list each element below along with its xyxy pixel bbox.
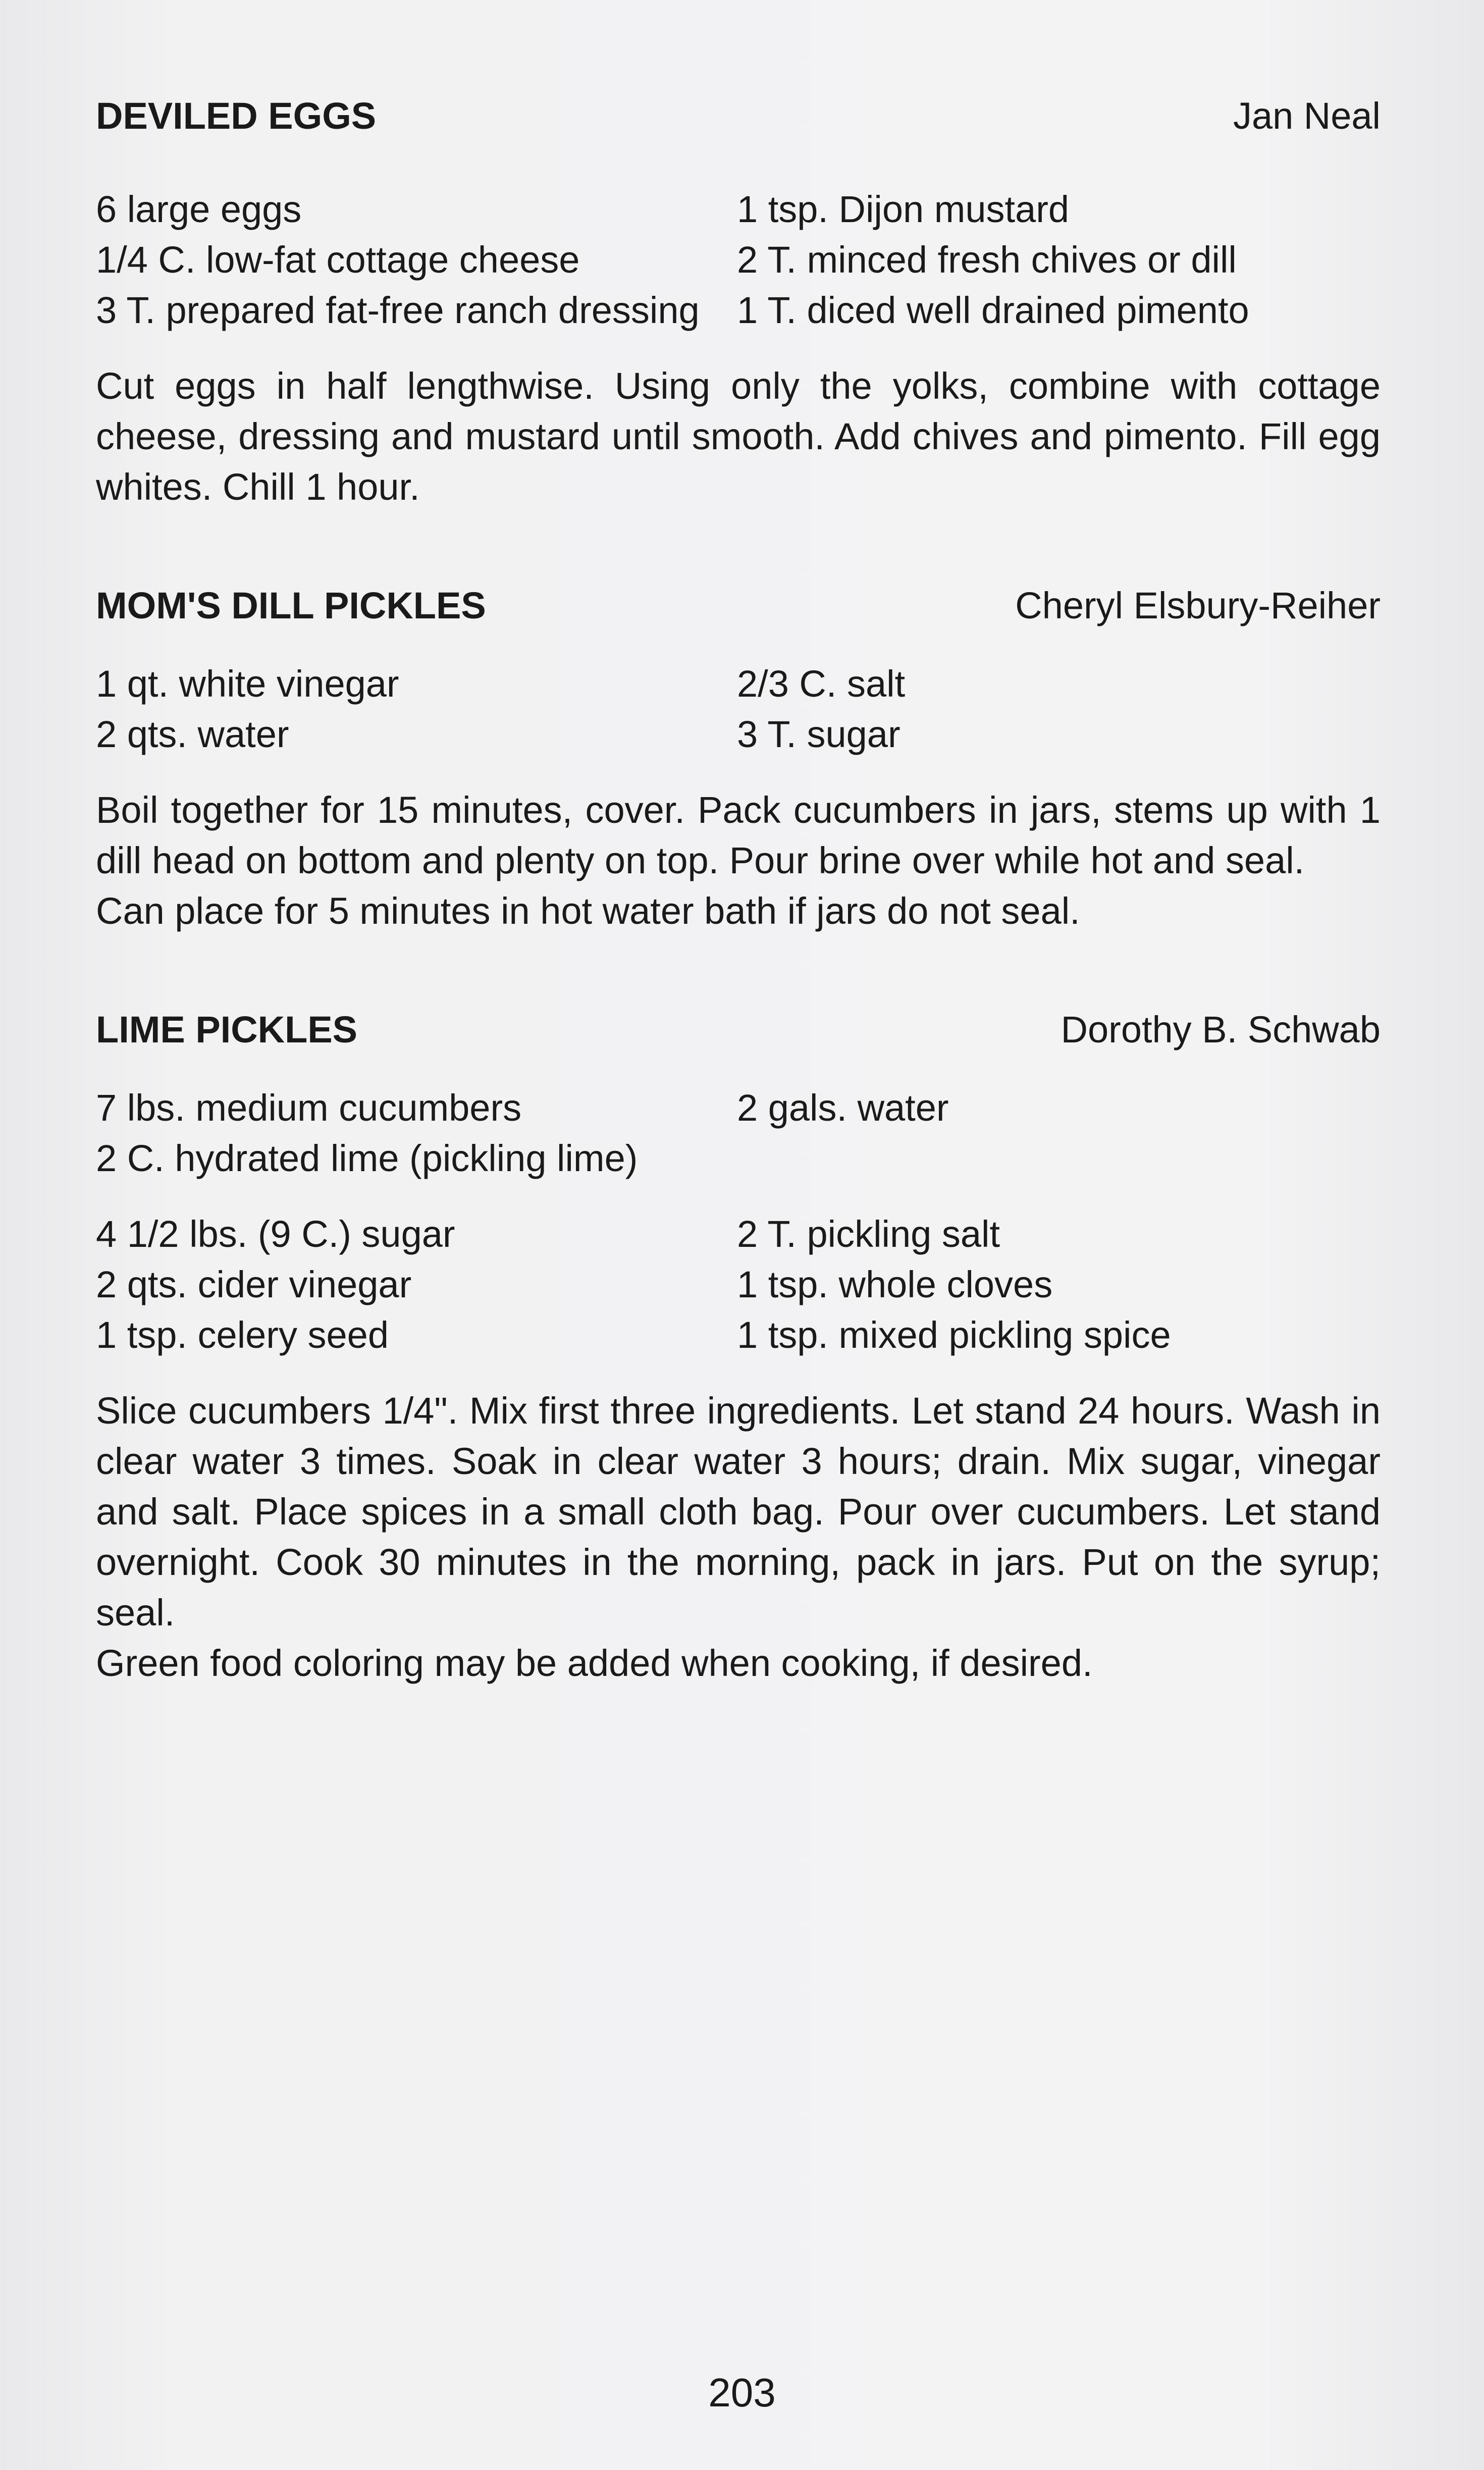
recipe-author: Cheryl Elsbury-Reiher (1015, 585, 1381, 626)
ingredient-list-syrup (96, 1209, 1381, 1360)
ingredient: 2 qts. cider vinegar (96, 1264, 412, 1305)
ingredient: 4 1/2 lbs. (9 C.) sugar (96, 1213, 455, 1255)
ingredient: 1 T. diced well drained pimento (737, 289, 1249, 331)
recipe-lime-pickles (96, 1002, 1381, 1689)
ingredient: 7 lbs. medium cucumbers (96, 1087, 522, 1129)
recipe-header (96, 88, 1381, 144)
ingredient: 1/4 C. low-fat cottage cheese (96, 239, 580, 281)
ingredient: 2/3 C. salt (737, 663, 906, 705)
recipe-title: MOM'S DILL PICKLES (96, 585, 486, 626)
ingredient: 2 C. hydrated lime (pickling lime) (96, 1137, 638, 1179)
recipe-directions: Slice cucumbers 1/4". Mix first three ingredients. Let stand 24 hours. Wash in clear water 3 times. Soak in clear water 3 hours; drain. Mix sugar, vinegar and salt. Place spices in a small cloth bag. Pour over cucumbers. Let stand overnight. Cook 30 minutes in the morning, pack in jars. Put on the syrup; seal. (96, 1390, 1381, 1634)
recipe-note: Green food coloring may be added when cooking, if desired. (96, 1642, 1093, 1684)
recipe-directions: Cut eggs in half lengthwise. Using only the yolks, combine with cottage cheese, dressing and mustard until smooth. Add chives and pimento. Fill egg whites. Chill 1 hour. (96, 365, 1381, 508)
ingredient: 3 T. prepared fat-free ranch dressing (96, 289, 700, 331)
recipe-header (96, 1002, 1381, 1058)
ingredient: 2 qts. water (96, 713, 289, 755)
ingredient-list-soak (96, 1083, 1381, 1184)
recipe-title: LIME PICKLES (96, 1009, 358, 1050)
recipe-author: Jan Neal (1233, 95, 1381, 137)
ingredient: 2 gals. water (737, 1087, 949, 1129)
ingredient: 6 large eggs (96, 188, 302, 230)
ingredient: 1 tsp. whole cloves (737, 1264, 1053, 1305)
ingredient (737, 1133, 1381, 1184)
recipe-header (96, 578, 1381, 634)
page-content (96, 88, 1381, 1689)
recipe-title: DEVILED EGGS (96, 95, 377, 137)
page-number: 203 (708, 2370, 776, 2415)
recipe-directions: Boil together for 15 minutes, cover. Pack cucumbers in jars, stems up with 1 dill head on bottom and plenty on top. Pour brine over while hot and seal. (96, 789, 1381, 881)
recipe-author: Dorothy B. Schwab (1061, 1009, 1381, 1050)
ingredient: 1 tsp. mixed pickling spice (737, 1314, 1171, 1356)
ingredient: 2 T. pickling salt (737, 1213, 1000, 1255)
recipe-note: Can place for 5 minutes in hot water bath if jars do not seal. (96, 890, 1080, 932)
recipe-deviled-eggs (96, 88, 1381, 512)
ingredient: 1 qt. white vinegar (96, 663, 399, 705)
recipe-moms-dill-pickles (96, 578, 1381, 936)
ingredient: 3 T. sugar (737, 713, 900, 755)
ingredient: 1 tsp. Dijon mustard (737, 188, 1070, 230)
ingredient-list (96, 659, 1381, 760)
ingredient-list (96, 184, 1381, 336)
ingredient: 2 T. minced fresh chives or dill (737, 239, 1237, 281)
ingredient: 1 tsp. celery seed (96, 1314, 389, 1356)
